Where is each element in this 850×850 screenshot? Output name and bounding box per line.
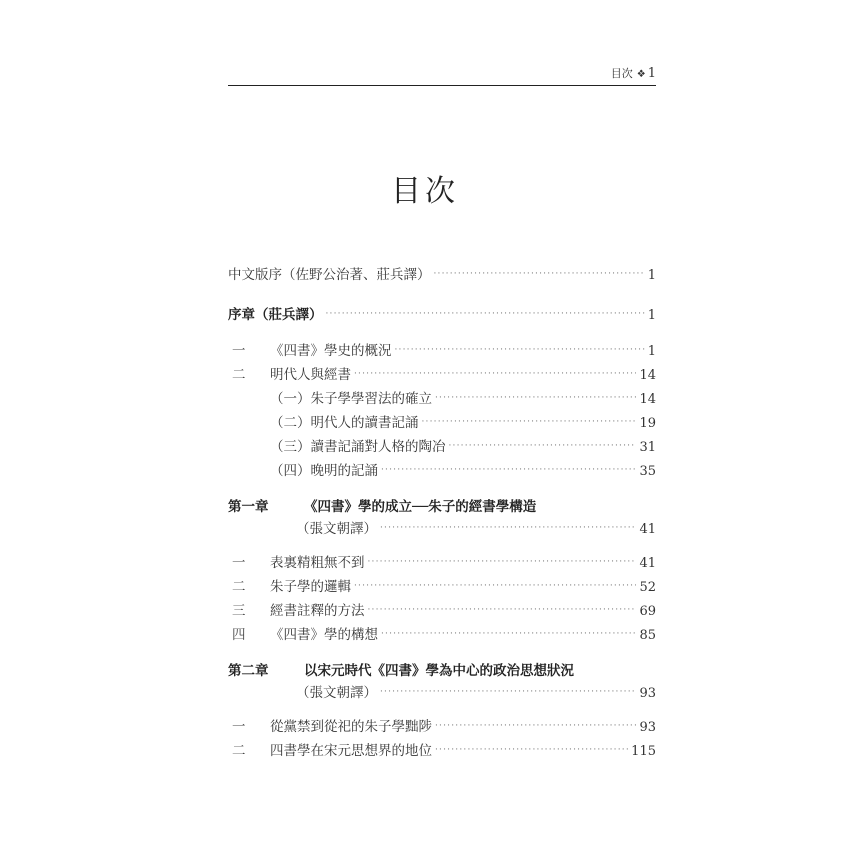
- toc-entry-label: 朱子學的邏輯: [270, 579, 351, 595]
- section-number: 四: [232, 627, 246, 643]
- toc-page-number: 93: [639, 720, 656, 735]
- section-number: 一: [232, 719, 246, 735]
- page-title: 目次: [391, 174, 459, 209]
- leader-dots: [422, 411, 637, 433]
- section-number: 一: [232, 555, 246, 571]
- toc-page-number: 85: [639, 628, 656, 643]
- toc-entry-section[interactable]: [228, 624, 656, 646]
- toc-page-number: 115: [631, 744, 656, 759]
- toc-page-number: 52: [639, 580, 656, 595]
- leader-dots: [435, 387, 636, 409]
- toc-entry-section[interactable]: [228, 364, 656, 386]
- toc-page-number: 1: [647, 308, 656, 323]
- leader-dots: [354, 575, 636, 597]
- toc-page-number: 1: [647, 268, 656, 283]
- toc-page-number: 19: [639, 416, 656, 431]
- leader-dots: [435, 715, 636, 737]
- leader-dots: [449, 435, 637, 457]
- toc-chapter-1-translator[interactable]: [228, 518, 656, 540]
- toc-entry-label: 序章（莊兵譯）: [228, 307, 323, 323]
- toc-page-number: 69: [639, 604, 656, 619]
- leader-dots: [368, 599, 637, 621]
- toc-entry-subsection[interactable]: [228, 388, 656, 410]
- leader-dots: [380, 517, 636, 539]
- leader-dots: [368, 551, 637, 573]
- toc-entry-label: 《四書》學史的概況: [270, 343, 392, 359]
- toc-chapter-1-title[interactable]: [228, 496, 656, 518]
- toc-chapter-2-title[interactable]: [228, 660, 656, 682]
- chapter-title: 以宋元時代《四書》學為中心的政治思想狀況: [304, 663, 574, 679]
- toc-entry-label: 從黨禁到從祀的朱子學黜陟: [270, 719, 432, 735]
- leader-dots: [326, 303, 645, 325]
- toc-entry-label: （四）晚明的記誦: [270, 463, 378, 479]
- header-section-title: 目次: [610, 67, 633, 80]
- toc-entry-label: （一）朱子學學習法的確立: [270, 391, 432, 407]
- toc-entry-subsection[interactable]: [228, 460, 656, 482]
- leader-dots: [435, 739, 628, 761]
- leader-dots: [354, 363, 636, 385]
- leader-dots: [381, 623, 636, 645]
- toc-entry-subsection[interactable]: [228, 412, 656, 434]
- toc-entry-section[interactable]: [228, 576, 656, 598]
- toc-page-number: 35: [639, 464, 656, 479]
- toc-page-number: 41: [639, 522, 656, 537]
- toc-entry-section[interactable]: [228, 740, 656, 762]
- toc-entry-preface[interactable]: [228, 264, 656, 286]
- toc-entry-label: 經書註釋的方法: [270, 603, 365, 619]
- ornament-icon: ❖: [636, 69, 646, 80]
- leader-dots: [434, 263, 645, 285]
- toc-entry-label: 明代人與經書: [270, 367, 351, 383]
- toc-entry-label: 《四書》學的構想: [270, 627, 378, 643]
- toc-entry-section[interactable]: [228, 600, 656, 622]
- section-number: 二: [232, 579, 246, 595]
- chapter-number: 第一章: [228, 499, 269, 515]
- toc-page-number: 14: [639, 368, 656, 383]
- toc-entry-section[interactable]: [228, 552, 656, 574]
- toc-page-number: 1: [647, 344, 656, 359]
- toc-entry-label: 中文版序（佐野公治著、莊兵譯）: [228, 267, 431, 283]
- section-number: 二: [232, 743, 246, 759]
- toc-entry-section[interactable]: [228, 716, 656, 738]
- chapter-number: 第二章: [228, 663, 269, 679]
- toc-entry-label: 四書學在宋元思想界的地位: [270, 743, 432, 759]
- section-number: 二: [232, 367, 246, 383]
- section-number: 三: [232, 603, 246, 619]
- toc-entry-label: 表裏精粗無不到: [270, 555, 365, 571]
- translator-credit: （張文朝譯）: [296, 685, 377, 701]
- leader-dots: [380, 681, 636, 703]
- translator-credit: （張文朝譯）: [296, 521, 377, 537]
- header-page-number: 1: [647, 66, 656, 81]
- leader-dots: [381, 459, 636, 481]
- toc-entry-intro[interactable]: [228, 304, 656, 326]
- toc-page-number: 93: [639, 686, 656, 701]
- toc-entry-section[interactable]: [228, 340, 656, 362]
- chapter-title: 《四書》學的成立──朱子的經書學構造: [304, 499, 537, 515]
- toc-entry-label: （三）讀書記誦對人格的陶冶: [270, 439, 446, 455]
- section-number: 一: [232, 343, 246, 359]
- toc-page-number: 41: [639, 556, 656, 571]
- toc-chapter-2-translator[interactable]: [228, 682, 656, 704]
- toc-entry-subsection[interactable]: [228, 436, 656, 458]
- leader-dots: [395, 339, 645, 361]
- toc-page-number: 14: [639, 392, 656, 407]
- toc-page-number: 31: [639, 440, 656, 455]
- running-header: [228, 66, 656, 86]
- toc-entry-label: （二）明代人的讀書記誦: [270, 415, 419, 431]
